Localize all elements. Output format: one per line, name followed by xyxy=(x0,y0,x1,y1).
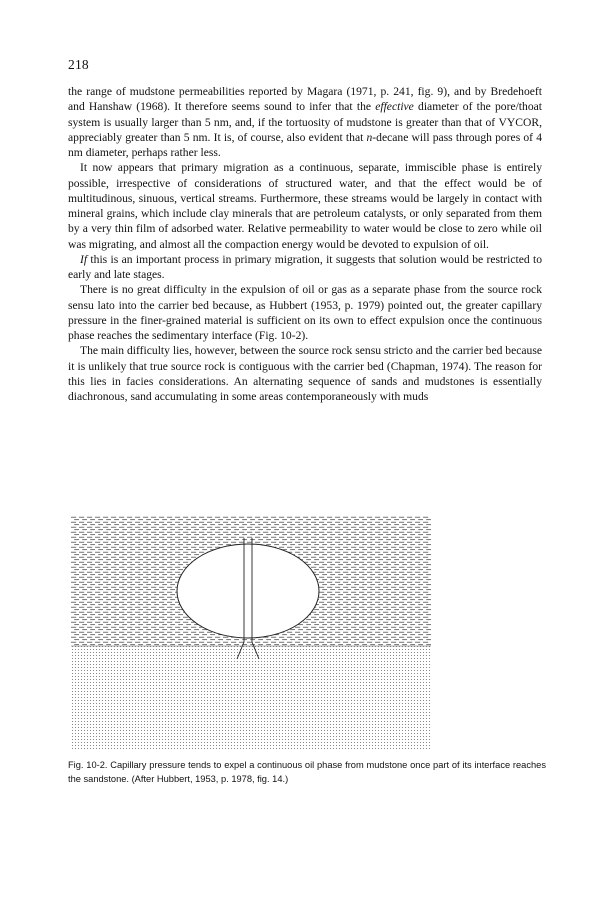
capillary-pressure-diagram xyxy=(71,516,431,751)
text-run: -decane will pass through pores of 4 nm diameter, perhaps rather less. xyxy=(68,130,542,159)
italic-text: effective xyxy=(375,100,414,114)
paragraph xyxy=(68,84,542,160)
body-text xyxy=(68,84,542,404)
sandstone-layer xyxy=(71,646,431,751)
figure-caption: Fig. 10-2. Capillary pressure tends to expel a continuous oil phase from mudstone once part of its interface reaches the sandstone. (After Hubbert, 1953, p. 1978, fig. 14.) xyxy=(68,760,546,784)
italic-text: If xyxy=(80,252,88,266)
text-run: the range of mudstone permeabilities reported by Magara (1971, p. 241, fig. 9), and by Bredehoeft and Hanshaw (1968). It therefore seems sound to infer that the xyxy=(68,85,542,114)
italic-text: n xyxy=(366,130,373,144)
oil-phase-ellipse xyxy=(177,544,319,638)
figure-10-2 xyxy=(71,516,431,751)
paragraph xyxy=(68,160,542,252)
text-run: diameter of the pore/thoat system is usually larger than 5 nm, and, if the tortuosity of mudstone is greater than that of xyxy=(68,100,542,129)
small-caps-text: VYCOR xyxy=(498,115,540,129)
paragraph xyxy=(68,252,542,283)
paragraph xyxy=(68,282,542,343)
text-run: , appreciably greater than 5 nm. It is, of course, also evident that xyxy=(68,115,542,144)
paragraph xyxy=(68,343,542,404)
text-run: The main difficulty lies, however, between the source rock sensu stricto and the carrier bed because it is unlikely that true source rock is contiguous with the carrier bed (Chapman, 1974). The reason for this lies in facies considerations. An alternating sequence of sands and mudstones is essentially diachronous, sand accumulating in some areas contemporaneously with muds xyxy=(68,344,542,403)
text-run: this is an important process in primary migration, it suggests that solution would be restricted to early and late stages. xyxy=(68,252,542,281)
text-run: It now appears that primary migration as a continuous, separate, immiscible phase is entirely possible, irrespective of considerations of structured water, and that the effect would be of multitudinous, sinuous, vertical streams. Furthermore, these streams would be largely in contact with mineral grains, which include clay minerals that are petroleum catalysts, or only separated from them by a very thin film of adsorbed water. Relative permeability to water would be close to zero while oil was migrating, and almost all the compaction energy would be devoted to expulsion of oil. xyxy=(68,161,542,251)
page-number: 218 xyxy=(68,57,89,72)
text-run: There is no great difficulty in the expulsion of oil or gas as a separate phase from the source rock sensu lato into the carrier bed because, as Hubbert (1953, p. 1979) pointed out, the greater capillary pressure in the finer-grained material is sufficient on its own to effect expulsion once the continuous phase reaches the sedimentary interface (Fig. 10-2). xyxy=(68,283,542,342)
